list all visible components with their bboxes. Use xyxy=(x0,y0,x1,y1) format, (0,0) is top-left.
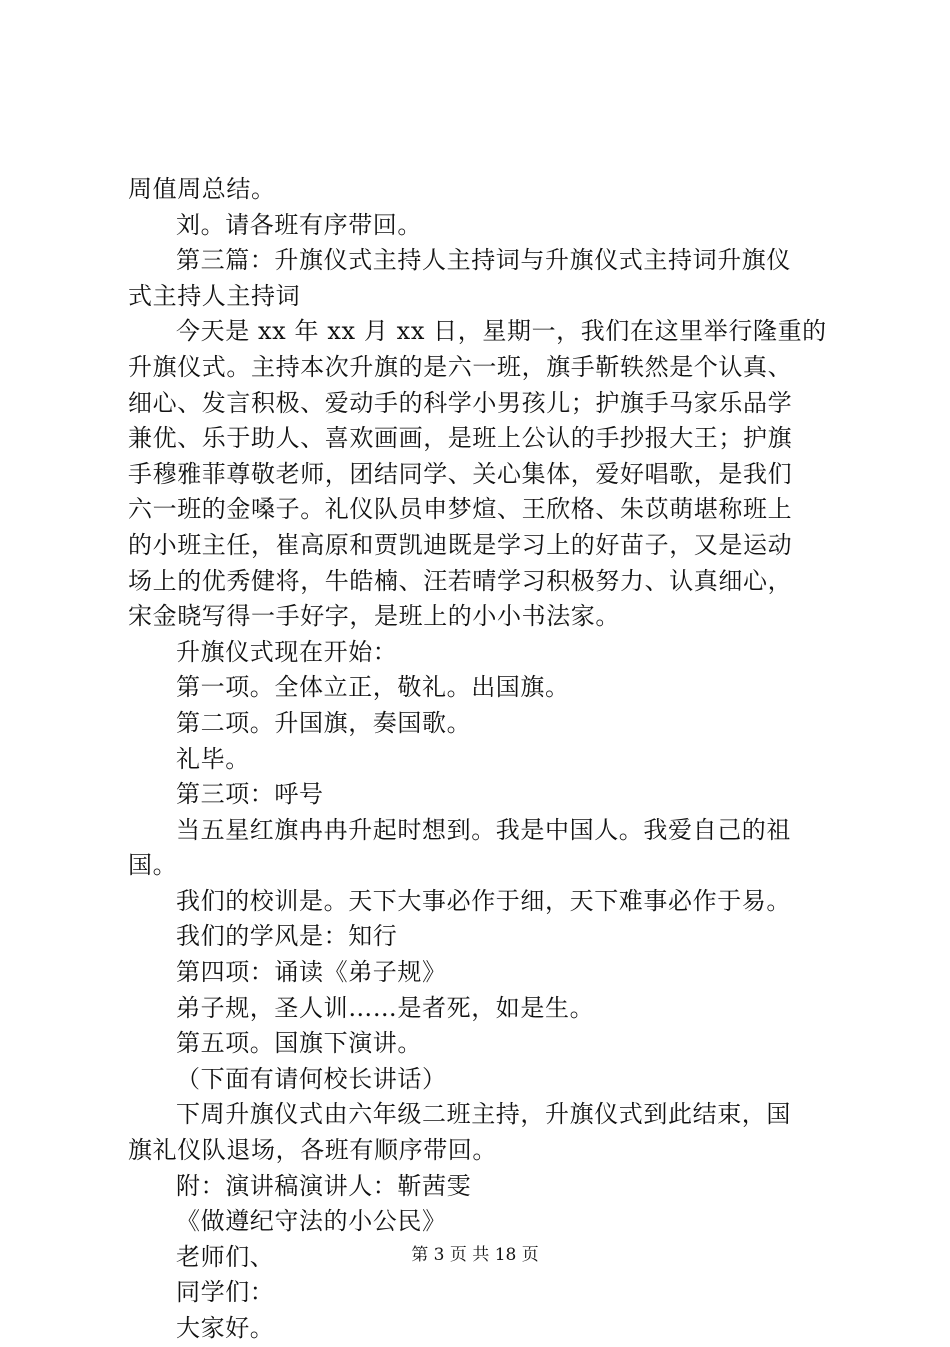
document-body xyxy=(128,172,834,1347)
text-line: 宋金晓写得一手好字，是班上的小小书法家。 xyxy=(128,602,620,631)
text-line: 我们的校训是。天下大事必作于细，天下难事必作于易。 xyxy=(176,886,791,915)
text-line: 礼毕。 xyxy=(176,744,250,773)
text-line: 老师们、 xyxy=(176,1242,275,1271)
page-footer: 第 3 页 共 18 页 xyxy=(411,1245,539,1265)
text-line: 国。 xyxy=(128,851,178,880)
text-line: （下面有请何校长讲话） xyxy=(176,1064,447,1093)
text-line: 大家好。 xyxy=(176,1314,275,1342)
text-line: 第二项。升国旗，奏国歌。 xyxy=(176,708,472,737)
text-line: 我们的学风是：知行 xyxy=(176,922,398,951)
text-line: 下周升旗仪式由六年级二班主持，升旗仪式到此结束，国 xyxy=(176,1100,791,1129)
text-line: 升旗仪式现在开始： xyxy=(176,637,398,666)
text-line: 第一项。全体立正，敬礼。出国旗。 xyxy=(176,673,570,702)
text-line: 第三项：呼号 xyxy=(176,780,324,809)
text-line: 周值周总结。 xyxy=(128,175,276,203)
text-line: 第三篇：升旗仪式主持人主持词与升旗仪式主持词升旗仪 xyxy=(176,246,791,275)
text-line: 的小班主任，崔高原和贾凯迪既是学习上的好苗子，又是运动 xyxy=(128,530,793,559)
text-line: 弟子规，圣人训……是者死，如是生。 xyxy=(176,993,595,1022)
text-line: 《做遵纪守法的小公民》 xyxy=(176,1207,447,1236)
text-line: 六一班的金嗓子。礼仪队员申梦煊、王欣格、朱苡萌堪称班上 xyxy=(128,495,793,524)
text-line: 刘。请各班有序带回。 xyxy=(176,210,422,239)
text-line: 第五项。国旗下演讲。 xyxy=(176,1029,422,1058)
text-line: 旗礼仪队退场，各班有顺序带回。 xyxy=(128,1136,497,1165)
text-line: 场上的优秀健将，牛皓楠、汪若晴学习积极努力、认真细心， xyxy=(128,566,793,595)
text-line: 第四项：诵读《弟子规》 xyxy=(176,958,447,987)
text-line: 兼优、乐于助人、喜欢画画，是班上公认的手抄报大王；护旗 xyxy=(128,424,793,453)
text-line: 升旗仪式。主持本次升旗的是六一班，旗手靳轶然是个认真、 xyxy=(128,352,793,381)
text-line: 今天是 xx 年 xx 月 xx 日，星期一，我们在这里举行隆重的 xyxy=(176,317,827,346)
text-line: 同学们： xyxy=(176,1278,275,1307)
text-line: 式主持人主持词 xyxy=(128,281,301,310)
text-line: 附：演讲稿演讲人：靳茜雯 xyxy=(176,1171,472,1200)
text-line: 当五星红旗冉冉升起时想到。我是中国人。我爱自己的祖 xyxy=(176,815,791,844)
text-line: 细心、发言积极、爱动手的科学小男孩儿；护旗手马家乐品学 xyxy=(128,388,793,417)
text-line: 手穆雅菲尊敬老师，团结同学、关心集体，爱好唱歌，是我们 xyxy=(128,459,793,488)
